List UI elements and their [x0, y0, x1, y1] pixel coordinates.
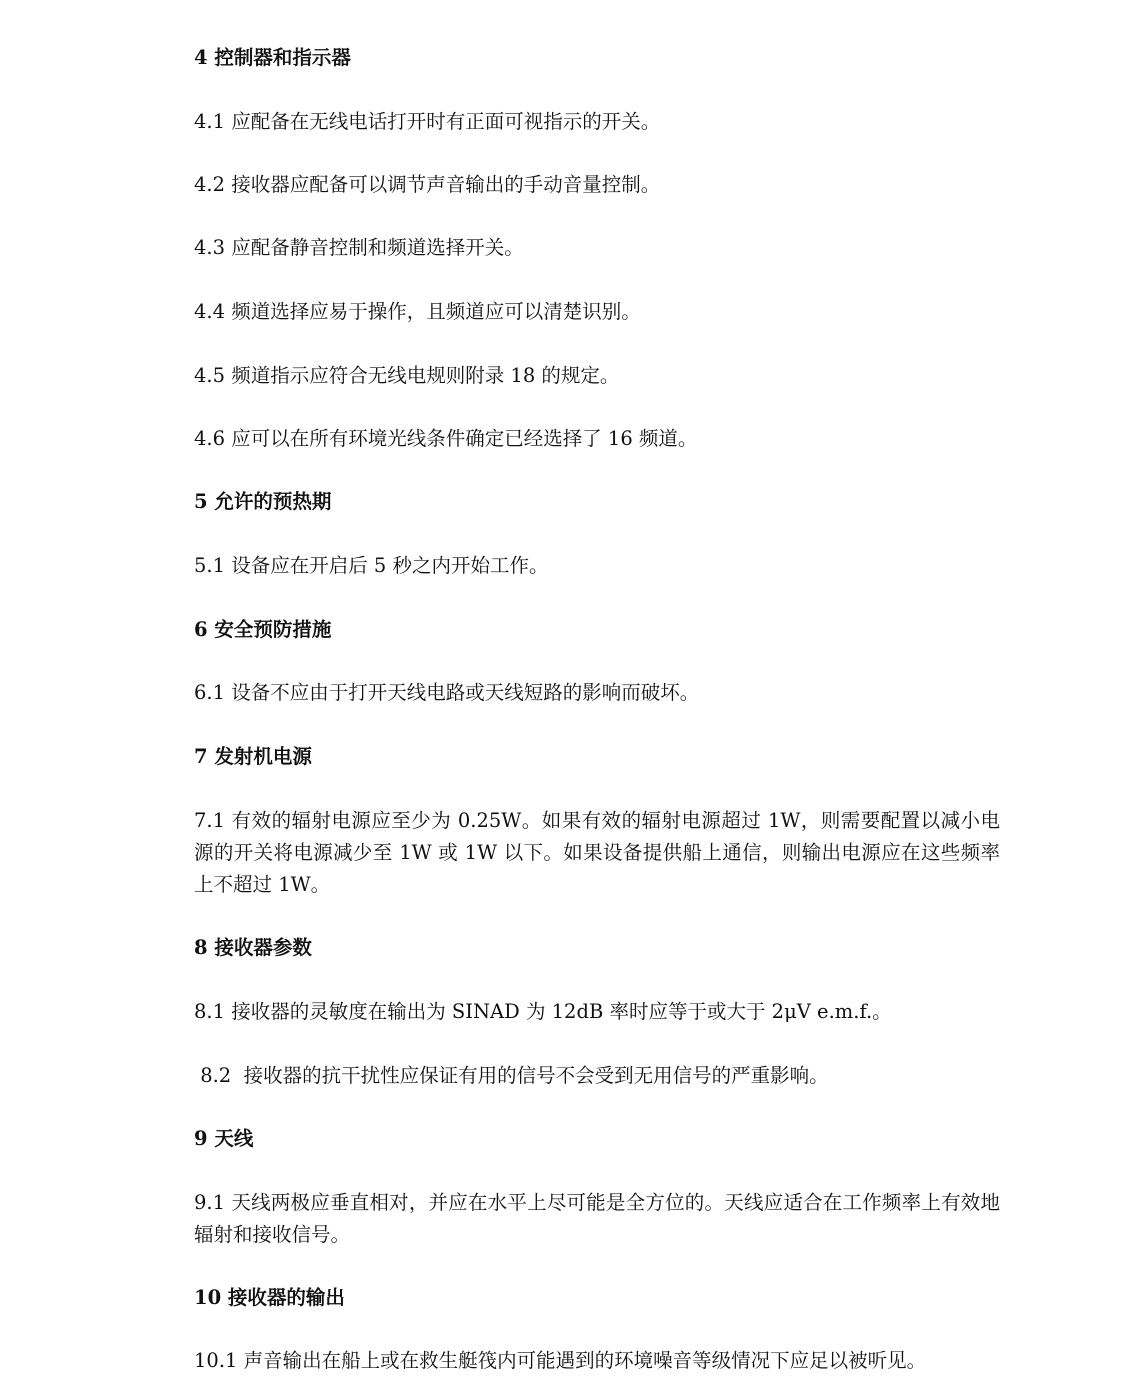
- clause-4-6: 4.6 应可以在所有环境光线条件确定已经选择了 16 频道。: [194, 427, 698, 450]
- clause-4-5: 4.5 频道指示应符合无线电规则附录 18 的规定。: [194, 364, 620, 387]
- clause-4-1: 4.1 应配备在无线电话打开时有正面可视指示的开关。: [194, 110, 661, 133]
- clause-6-1: 6.1 设备不应由于打开天线电路或天线短路的影响而破坏。: [194, 681, 700, 704]
- clause-7-1: 7.1 有效的辐射电源应至少为 0.25W。如果有效的辐射电源超过 1W，则需要配置以减小电源的开关将电源减少至 1W 或 1W 以下。如果设备提供船上通信，则输出电源应在这些频率上不超过 1W。: [194, 809, 1000, 896]
- clause-9-1: 9.1 天线两极应垂直相对，并应在水平上尽可能是全方位的。天线应适合在工作频率上有效地辐射和接收信号。: [194, 1191, 1000, 1246]
- section-heading-5: 5 允许的预热期: [194, 490, 332, 513]
- clause-8-1: 8.1 接收器的灵敏度在输出为 SINAD 为 12dB 率时应等于或大于 2μV e.m.f.。: [194, 1000, 892, 1023]
- section-heading-9: 9 天线: [194, 1127, 254, 1150]
- section-heading-10: 10 接收器的输出: [194, 1286, 345, 1309]
- clause-4-4: 4.4 频道选择应易于操作，且频道应可以清楚识别。: [194, 300, 641, 323]
- clause-10-1: 10.1 声音输出在船上或在救生艇筏内可能遇到的环境噪音等级情况下应足以被听见。: [194, 1349, 927, 1372]
- clause-8-2: 8.2 接收器的抗干扰性应保证有用的信号不会受到无用信号的严重影响。: [194, 1064, 829, 1087]
- section-heading-8: 8 接收器参数: [194, 936, 312, 959]
- section-heading-4: 4 控制器和指示器: [194, 46, 351, 69]
- clause-4-3: 4.3 应配备静音控制和频道选择开关。: [194, 236, 524, 259]
- section-heading-6: 6 安全预防措施: [194, 618, 332, 641]
- section-heading-7: 7 发射机电源: [194, 745, 312, 768]
- clause-5-1: 5.1 设备应在开启后 5 秒之内开始工作。: [194, 554, 549, 577]
- clause-4-2: 4.2 接收器应配备可以调节声音输出的手动音量控制。: [194, 173, 661, 196]
